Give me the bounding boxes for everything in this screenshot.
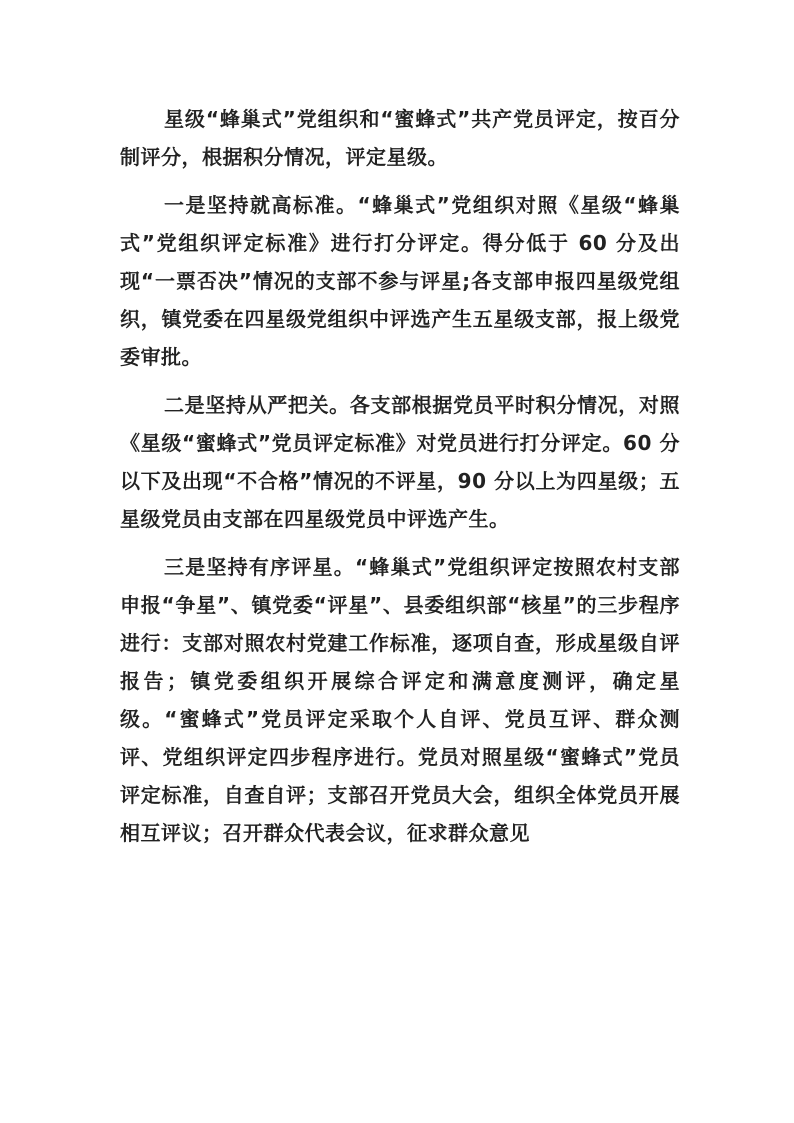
paragraph-intro: 星级“蜂巢式”党组织和“蜜蜂式”共产党员评定，按百分制评分，根据积分情况，评定星级。 — [120, 107, 680, 169]
paragraph-point-two: 二是坚持从严把关。各支部根据党员平时积分情况，对照《星级“蜜蜂式”党员评定标准》对党员进行打分评定。60 分以下及出现“不合格”情况的不评星，90 分以上为四星级；五星级党员由支部在四星级党员中评选产生。 — [120, 393, 680, 531]
document-body — [120, 100, 680, 852]
paragraph-point-one: 一是坚持就高标准。“蜂巢式”党组织对照《星级“蜂巢式”党组织评定标准》进行打分评定。得分低于 60 分及出现“一票否决”情况的支部不参与评星;各支部申报四星级党组织，镇党委在四星级党组织中评选产生五星级支部，报上级党委审批。 — [120, 193, 680, 369]
paragraph-point-three: 三是坚持有序评星。“蜂巢式”党组织评定按照农村支部申报“争星”、镇党委“评星”、县委组织部“核星”的三步程序进行：支部对照农村党建工作标准，逐项自查，形成星级自评报告；镇党委组织开展综合评定和满意度测评，确定星级。“蜜蜂式”党员评定采取个人自评、党员互评、群众测评、党组织评定四步程序进行。党员对照星级“蜜蜂式”党员评定标准，自查自评；支部召开党员大会，组织全体党员开展相互评议；召开群众代表会议，征求群众意见 — [120, 555, 680, 845]
